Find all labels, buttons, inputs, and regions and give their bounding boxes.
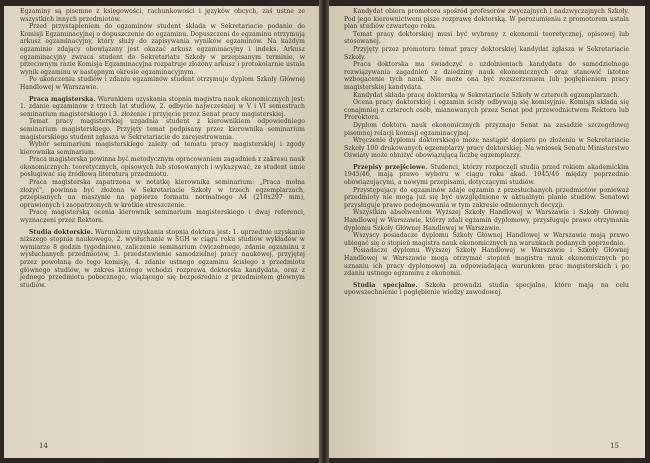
paragraph-text: Warunkiem uzyskania stopnia magistra nauk ekonomicznych jest: 1. zdanie egzaminów z trzech lat studiów, 2. odbycie najwcześniej w V i VI semestrach seminarium magisterskiego i 3. złożenie i przyjęcie przez Senat pracy magisterskiej.: [20, 95, 305, 118]
paragraph: [20, 23, 305, 76]
paragraph: [344, 232, 629, 247]
paragraph-text: Temat pracy magisterskiej uzgadnia student z kierownikiem odpowiedniego seminarium magisterskiego. Przyjęty temat podpisany przez kierownika seminarium magisterskiego student zgłasza w Sekretariacie do zarejestrowania.: [20, 118, 305, 141]
paragraph-text: Praca doktorska ma świadczyć o uzdolnieniach kandydata do samodzielnego rozwiązywania zagadnień z dziedziny nauk ekonomicznych oraz stanowić istotne wzbogacenie tych nauk. Nie może ona być rozszerzeniem lub pogłębieniem pracy magisterskiej kandydata.: [344, 61, 629, 91]
paragraph: [344, 164, 629, 187]
paragraph-text: Studenci, którzy rozpoczęli studia przed rokiem akademickim 1945/46, mają prawo wyboru w ciągu roku akad. 1945/46 między poprzednio obowiązującymi, a nowymi przepisami, dotyczącymi studiów.: [344, 163, 629, 187]
paragraph-text: Przed przystąpieniem do egzaminów student składa w Sekretariacie podanie do Komisji Egzaminacyjnej o dopuszczenie do egzaminu. Dopuszczeni do egzaminu otrzymują arkusz egzaminacyjny, który służy do zapisywania wyników egzaminów. Na każdym egzaminie zdający obowiązany jest okazać arkusz egzaminacyjny i indeks. Arkusz egzaminacyjny zwraca student do Sekretariatu Szkoły w przepisanym terminie, w przeciwnym razie Komisja Egzaminacyjna rozpatruje złożony arkusz i protokolarnie ustala wynik egzaminu w następnym okresie egzaminacyjnym.: [20, 23, 305, 76]
paragraph-text: Pracę magisterską ocenia kierownik seminarium magisterskiego i dwaj referenci, wyznaczeni przez Rektora.: [20, 209, 305, 225]
book-gutter: [319, 0, 329, 463]
paragraph-text: Kandydat składa pracę doktorską w Sekretariacie Szkoły w czterech egzemplarzach.: [353, 91, 620, 99]
paragraph: [344, 282, 629, 297]
paragraph-text: Po ukończeniu studiów i zdaniu egzaminów student otrzymuje dyplom Szkoły Głównej Handlowej w Warszawie.: [20, 76, 305, 91]
paragraph-text: Przystępujący do egzaminów zdaje egzamin z przesłuchanych przedmiotów ponieważ przedmioty nie mogą już się być uwzględnione w aktualnym planie studiów. Senatowi przysługuje prawo podejmowania w tym zakresie odmiennych decyzji.: [344, 186, 629, 209]
paragraph-text: Przyjęty przez promotora temat pracy doktorskiej kandydat zgłasza w Sekretariacie Szkoły.: [344, 45, 629, 61]
paragraph: [20, 209, 305, 224]
paragraph-text: Warunkiem uzyskania stopnia doktora jest: 1. uprzednie uzyskanie niższego stopnia naukowego, 2. wysłuchanie w SGH w ciągu roku studiów wykładów w wymiarze 8 godzin tygodniowo, zaliczenie seminarium ćwiczebnego, zdanie egzaminu z wysłuchanych przedmiotów, 3. przedstawienie samodzielnej pracy naukowej, przyjętej przez powołaną do tego komisję, 4. zdanie ustnego egzaminu ścisłego z przedmiotu głównego studiów, w zakres którego wchodzi rozprawa doktorska kandydata, oraz z jednego przedmiotu pobocznego, wiążącego się bezpośrednio z przedmiotem głównym studiów.: [20, 228, 305, 289]
paragraph: [344, 92, 629, 100]
left-page: [4, 6, 319, 458]
paragraph-text: Temat pracy doktorskiej musi być wybrany z ekonomii teoretycznej, opisowej lub stosowanej.: [344, 30, 629, 46]
run-in-heading: Przepisy przejściowe.: [353, 163, 428, 171]
paragraph: [20, 229, 305, 290]
left-page-body: [20, 8, 305, 289]
paragraph-text: Wszystkim absolwentom Wyższej Szkoły Handlowej w Warszawie i Szkoły Głównej Handlowej w Warszawie, którzy zdali egzamin dyplomowy, przysługuje prawo otrzymania dyplomu Szkoły Głównej Handlowej w Warszawie.: [344, 209, 629, 232]
paragraph-text: Wręczenie dyplomu doktorskiego może nastąpić dopiero po złożeniu w Sekretariacie Szkoły 100 drukowanych egzemplarzy pracy doktorskiej. Na wniosek Senatu Ministerstwo Oświaty może obniżyć obowiązującą liczbę egzemplarzy.: [344, 137, 629, 160]
paragraph: [20, 156, 305, 179]
paragraph: [344, 137, 629, 160]
paragraph: [344, 46, 629, 61]
paragraph-text: Praca magisterska zapatrzona w notatkę kierownika seminarium: „Praca mołna złożyć", powinna być złożona w Sekretariacie Szkoły w trzech egzemplarzach, przepisanych na maszynie na papierze formatu normalnego A4 (210x297 mm), oprawionych i zaopatrzonych w krótkie streszczenie.: [20, 179, 305, 209]
page-number-left: 14: [39, 442, 48, 450]
paragraph-text: Wybór seminarium magisterskiego zależy od tematu pracy magisterskiej i zgody kierownika seminarium.: [20, 141, 305, 156]
paragraph: [20, 118, 305, 141]
paragraph: [344, 31, 629, 46]
paragraph: [344, 61, 629, 91]
paragraph: [344, 99, 629, 122]
paragraph: [344, 209, 629, 232]
paragraph: [344, 122, 629, 137]
paragraph-text: Praca magisterska powinna być metodycznym opracowaniem zagadnień z zakresu nauk ekonomicznych: teoretycznych, opisowych lub stosowanych i wykazywać, że student umie posługiwać się źródłową literaturą przedmiotu.: [20, 156, 305, 179]
page-number-right: 15: [610, 442, 619, 450]
paragraph-text: Egzaminy są pisemne z księgowości, rachunkowości i języków obcych, zaś ustne ze wszystkich innych przedmiotów.: [20, 8, 305, 23]
paragraph-text: Dyplom doktora nauk ekonomicznych przyznaje Senat na zasadzie szczegółowej pisemnej relacji komisji egzaminacyjnej.: [344, 121, 629, 137]
paragraph: [344, 8, 629, 31]
run-in-heading: Praca magisterska.: [29, 95, 96, 103]
paragraph: [20, 141, 305, 156]
paragraph-text: Posiadacze dyplomu Wyższej Szkoły Handlowej w Warszawie i Szkoły Głównej Handlowej w Warszawie mogą otrzymać stopień magistra nauk ekonomicznych po uznaniu ich pracy dyplomowej za odpowiadającą warunkom prac magisterskich i po zdaniu ustnego egzaminu z ekonomii.: [344, 247, 629, 278]
paragraph: [20, 76, 305, 91]
paragraph: [20, 8, 305, 23]
paragraph: [344, 187, 629, 210]
paragraph-text: Ocena pracy doktorskiej i egzamin ścisły odbywają się komisyjnie. Komisja składa się conajmniej z czterech osób, mianowanych przez Senat pod przewodnictwem Rektora lub Prorektora.: [344, 99, 629, 122]
paragraph-text: Kandydat obiera promotora spośród profesorów zwyczajnych i nadzwyczajnych Szkoły. Pod jego kierownictwem pisze rozprawę doktorską. W porozumieniu z promotorem ustala plan studiów czwartego roku.: [344, 8, 629, 31]
paragraph: [344, 247, 629, 277]
run-in-heading: Studia specjalne.: [353, 281, 418, 289]
run-in-heading: Studia doktorskie.: [29, 228, 93, 236]
paragraph-text: Wszyscy posiadacze dyplomu Szkoły Głównej Handlowej w Warszawie mają prawo ubiegać się o stopień magistra nauk ekonomicznych na warunkach podanych poprzednio.: [344, 232, 629, 247]
paragraph: [20, 96, 305, 119]
right-page-body: [344, 8, 629, 297]
paragraph: [20, 179, 305, 209]
paragraph-text: Szkoła prowadzi studia specjalne, które mają na celu upowszechnienie i pogłębienie wiedzy zawodowej.: [344, 281, 629, 297]
right-page: [329, 6, 645, 458]
